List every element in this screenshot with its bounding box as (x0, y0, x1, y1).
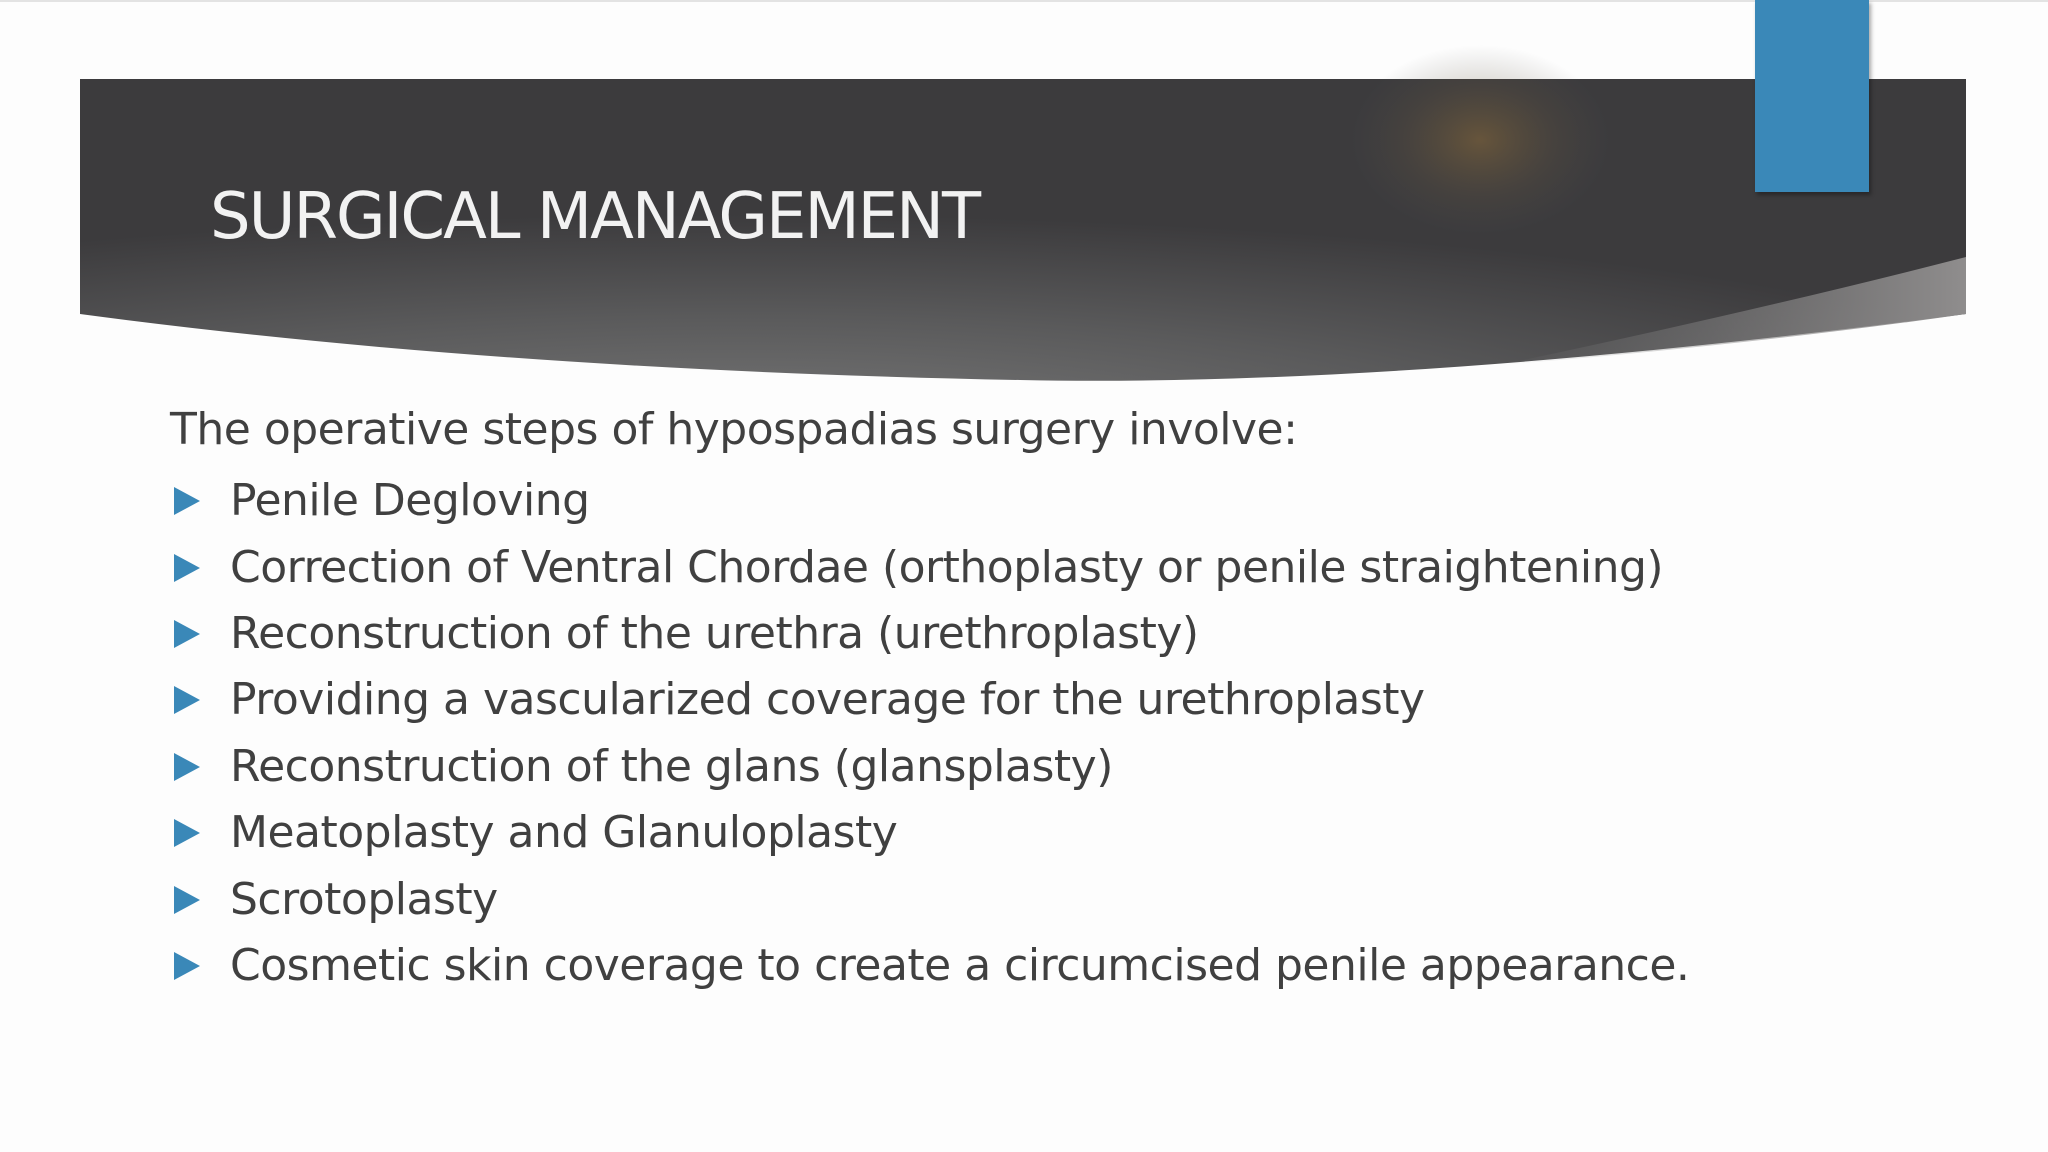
list-item (170, 468, 1950, 534)
triangle-right-icon (174, 753, 200, 781)
triangle-right-icon (174, 819, 200, 847)
bullet-text: Correction of Ventral Chordae (orthoplasty or penile straightening) (230, 541, 1664, 593)
bullet-text: Cosmetic skin coverage to create a circumcised penile appearance. (230, 939, 1690, 991)
triangle-right-icon (174, 886, 200, 914)
triangle-right-icon (174, 487, 200, 515)
list-item (170, 534, 1950, 600)
bullet-text: Scrotoplasty (230, 873, 498, 925)
triangle-right-icon (174, 554, 200, 582)
slide-body (170, 402, 1950, 999)
list-item (170, 734, 1950, 800)
slide-title: SURGICAL MANAGEMENT (210, 180, 980, 254)
list-item (170, 933, 1950, 999)
triangle-right-icon (174, 620, 200, 648)
bullet-text: Reconstruction of the glans (glansplasty) (230, 740, 1113, 792)
bullet-text: Meatoplasty and Glanuloplasty (230, 807, 898, 859)
bullet-text: Providing a vascularized coverage for the urethroplasty (230, 674, 1425, 726)
list-item (170, 800, 1950, 866)
intro-text: The operative steps of hypospadias surgery involve: (170, 404, 1298, 455)
bullet-list (170, 468, 1950, 999)
list-item (170, 601, 1950, 667)
list-item (170, 667, 1950, 733)
bullet-text: Reconstruction of the urethra (urethroplasty) (230, 607, 1199, 659)
bullet-text: Penile Degloving (230, 475, 590, 527)
list-item (170, 866, 1950, 932)
triangle-right-icon (174, 686, 200, 714)
triangle-right-icon (174, 952, 200, 980)
accent-tab (1755, 0, 1869, 192)
